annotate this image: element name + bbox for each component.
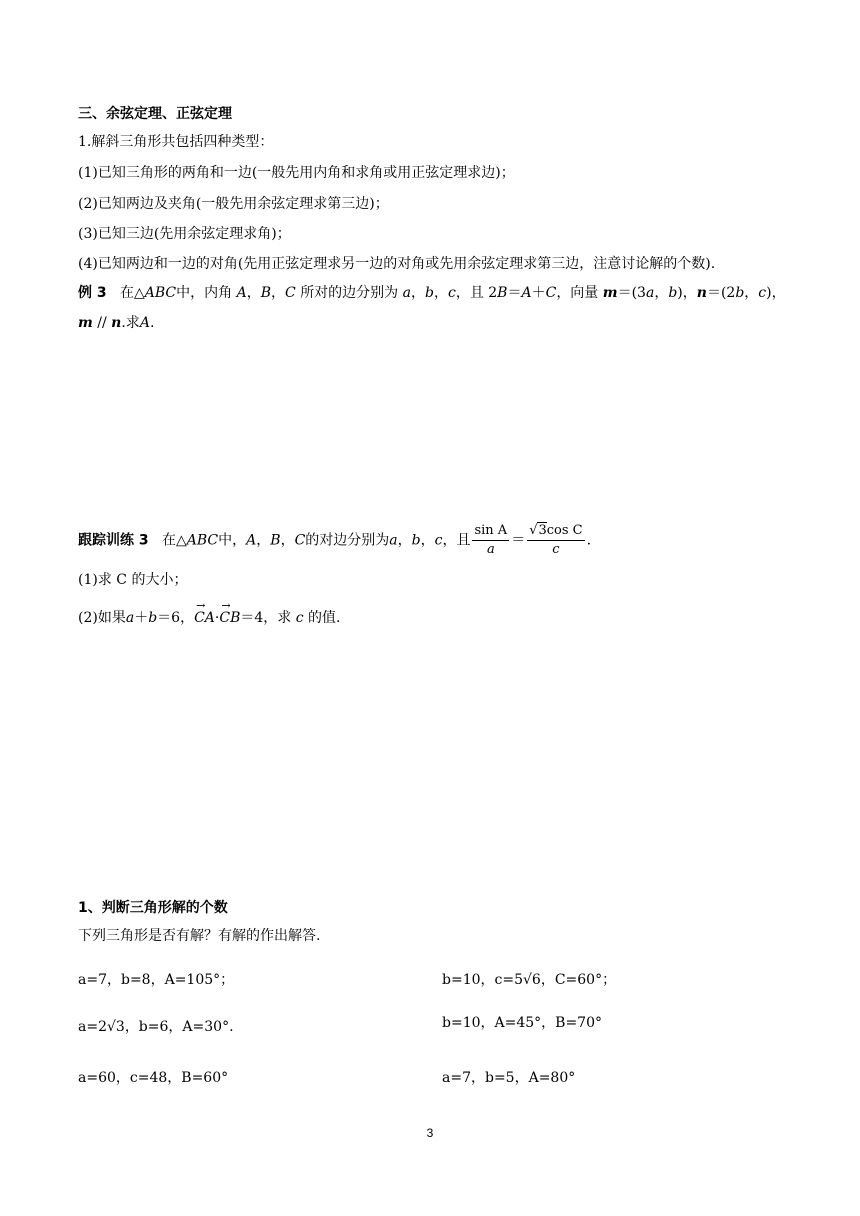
page-number: 3: [426, 1126, 434, 1140]
training-3-line-1: 跟踪训练 3 在△ABC中，A，B，C的对边分别为a，b，c，且 $\frac{\text{sin A}}{a}$ ＝ $\frac{\text{√3cos C}}{c}$ .: [78, 523, 592, 557]
judge-case-4: b=10，A=45°，B=70°: [442, 1015, 602, 1031]
example-3-line-2: m // n.求A.: [78, 315, 155, 331]
judge-case-1: a=7，b=8，A=105°；: [78, 972, 235, 988]
section-intro: 1.解斜三角形共包括四种类型：: [78, 134, 274, 150]
fraction-sinA-over-a: $\frac{\text{sin A}}{a}$: [474, 523, 508, 557]
fraction-sqrt3cosC-over-c: $\frac{\text{√3cos C}}{c}$: [529, 523, 583, 557]
section-heading: 三、余弦定理、正弦定理: [78, 106, 232, 122]
judge-case-6: a=7，b=5，A=80°: [442, 1070, 576, 1086]
judge-heading: 1、判断三角形解的个数: [78, 900, 228, 916]
training-3-q2: (2)如果a＋b＝6，→ CA·→ CB＝4，求 c 的值.: [78, 608, 341, 628]
judge-case-5: a=60，c=48，B=60°: [78, 1070, 229, 1086]
judge-case-2: b=10，c=5√6，C=60°；: [442, 972, 617, 988]
vector-CA: → CA: [194, 608, 215, 628]
type-item-1: (1)已知三角形的两角和一边(一般先用内角和求角或用正弦定理求边)；: [78, 165, 515, 181]
type-item-3: (3)已知三边(先用余弦定理求角)；: [78, 226, 291, 242]
vector-CB: → CB: [219, 608, 240, 628]
training-label: 跟踪训练 3: [78, 532, 149, 549]
example-label: 例 3: [78, 285, 107, 301]
judge-prompt: 下列三角形是否有解？有解的作出解答.: [78, 928, 321, 944]
example-3-line-1: 例 3 在△ABC中，内角 A，B，C 所对的边分别为 a，b，c，且 2B＝A＋C，向量 m＝(3a，b)，n＝(2b，c)，: [78, 285, 786, 301]
type-item-4: (4)已知两边和一边的对角(先用正弦定理求另一边的对角或先用余弦定理求第三边，注意讨论解的个数).: [78, 256, 716, 272]
type-item-2: (2)已知两边及夹角(一般先用余弦定理求第三边)；: [78, 196, 389, 212]
judge-case-3: a=2√3，b=6，A=30°.: [78, 1019, 234, 1035]
training-3-q1: (1)求 C 的大小；: [78, 572, 188, 588]
